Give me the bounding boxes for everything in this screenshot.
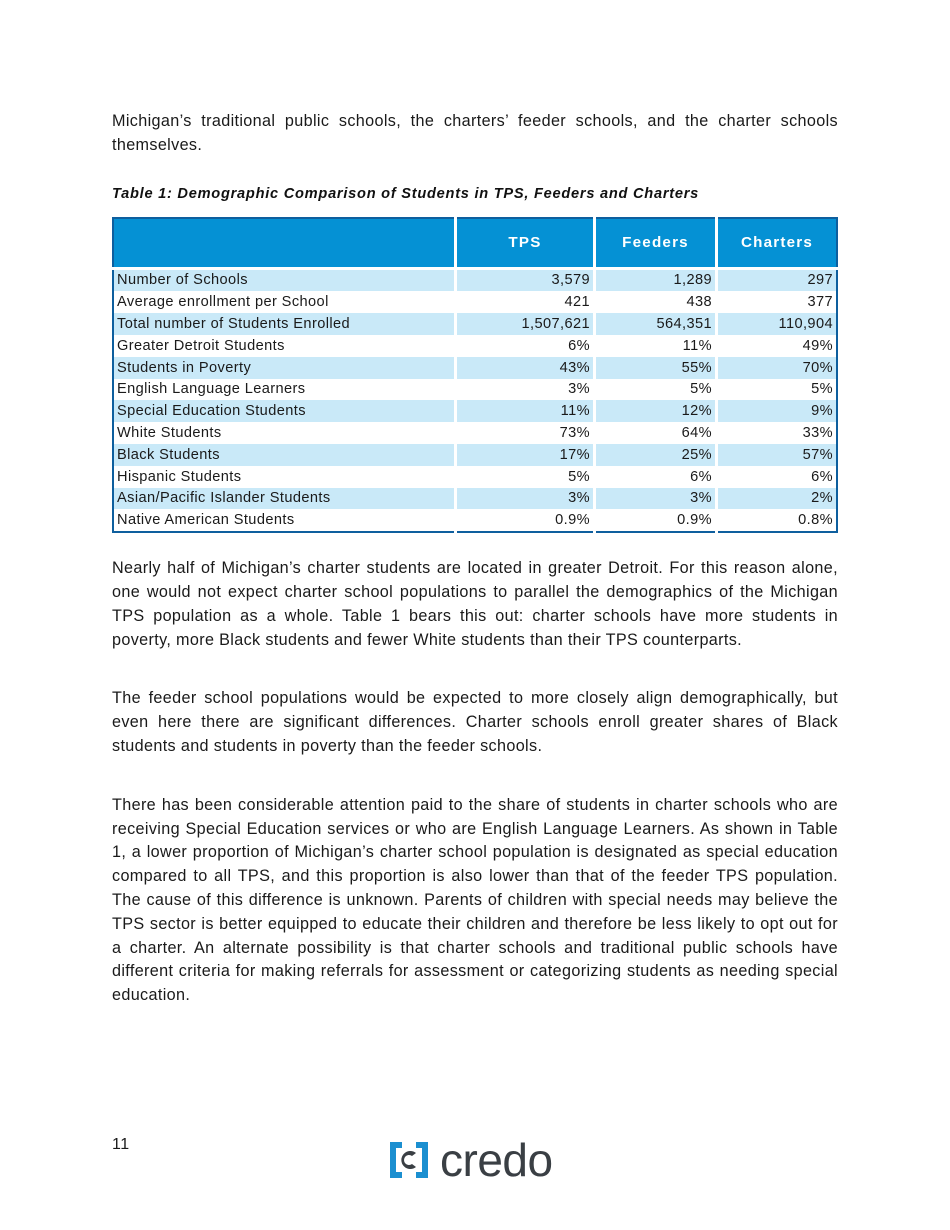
table-row bbox=[113, 422, 837, 444]
cell-feeders: 564,351 bbox=[595, 313, 717, 335]
intro-paragraph: Michigan’s traditional public schools, the charters’ feeder schools, and the charter schools themselves. bbox=[112, 112, 838, 154]
cell-feeders: 55% bbox=[595, 357, 717, 379]
cell-charters: 6% bbox=[717, 466, 838, 488]
cell-feeders: 3% bbox=[595, 488, 717, 510]
cell-tps: 73% bbox=[456, 422, 595, 444]
demographics-table bbox=[112, 217, 838, 534]
paragraph-feeder: The feeder school populations would be expected to more closely align demographically, but even here there are significant differences. Charter schools enroll greater shares of Black students and students in poverty than the feeder schools. bbox=[112, 689, 838, 755]
cell-charters: 57% bbox=[717, 444, 838, 466]
row-label: Number of Schools bbox=[113, 268, 456, 291]
credo-bracket-icon bbox=[386, 1136, 432, 1184]
logo-wordmark: credo bbox=[440, 1134, 553, 1186]
cell-charters: 9% bbox=[717, 400, 838, 422]
header-charters: Charters bbox=[717, 218, 838, 269]
cell-tps: 0.9% bbox=[456, 509, 595, 532]
cell-charters: 33% bbox=[717, 422, 838, 444]
cell-tps: 1,507,621 bbox=[456, 313, 595, 335]
cell-charters: 110,904 bbox=[717, 313, 838, 335]
cell-charters: 297 bbox=[717, 268, 838, 291]
cell-tps: 3% bbox=[456, 379, 595, 401]
spacer bbox=[112, 759, 838, 794]
cell-charters: 0.8% bbox=[717, 509, 838, 532]
cell-feeders: 438 bbox=[595, 291, 717, 313]
cell-feeders: 1,289 bbox=[595, 268, 717, 291]
row-label: White Students bbox=[113, 422, 456, 444]
cell-feeders: 64% bbox=[595, 422, 717, 444]
cell-tps: 3,579 bbox=[456, 268, 595, 291]
row-label: Asian/Pacific Islander Students bbox=[113, 488, 456, 510]
table-row bbox=[113, 379, 837, 401]
header-label bbox=[113, 218, 456, 269]
table-row bbox=[113, 444, 837, 466]
cell-feeders: 6% bbox=[595, 466, 717, 488]
table-caption: Table 1: Demographic Comparison of Students in TPS, Feeders and Charters bbox=[112, 185, 700, 202]
cell-charters: 2% bbox=[717, 488, 838, 510]
table-row bbox=[113, 488, 837, 510]
table-row bbox=[113, 335, 837, 357]
cell-tps: 421 bbox=[456, 291, 595, 313]
row-label: Students in Poverty bbox=[113, 357, 456, 379]
credo-logo bbox=[386, 1136, 553, 1184]
row-label: Special Education Students bbox=[113, 400, 456, 422]
cell-charters: 377 bbox=[717, 291, 838, 313]
header-feeders: Feeders bbox=[595, 218, 717, 269]
table-row bbox=[113, 509, 837, 532]
paragraph-detroit: Nearly half of Michigan’s charter students are located in greater Detroit. For this reason alone, one would not expect charter school populations to parallel the demographics of the Michigan TPS population as a whole. Table 1 bears this out: charter schools have more students in poverty, more Black students and fewer White students than their TPS counterparts. bbox=[112, 559, 838, 649]
cell-tps: 3% bbox=[456, 488, 595, 510]
cell-charters: 5% bbox=[717, 379, 838, 401]
cell-charters: 49% bbox=[717, 335, 838, 357]
cell-feeders: 12% bbox=[595, 400, 717, 422]
paragraph-special-education: There has been considerable attention paid to the share of students in charter schools who are receiving Special Education services or who are English Language Learners. As shown in Table 1, a lower proportion of Michigan’s charter school population is designated as special education compared to all TPS, and this proportion is also lower than that of the feeder TPS population. The cause of this difference is unknown. Parents of children with special needs may believe the TPS sector is better equipped to educate their children and therefore be less likely to opt out for a charter. An alternate possibility is that charter schools and traditional public schools have different criteria for making referrals for assessment or categorizing students as needing special education. bbox=[112, 795, 838, 1005]
table-row bbox=[113, 466, 837, 488]
cell-tps: 43% bbox=[456, 357, 595, 379]
cell-feeders: 5% bbox=[595, 379, 717, 401]
row-label: Average enrollment per School bbox=[113, 291, 456, 313]
row-label: Black Students bbox=[113, 444, 456, 466]
row-label: English Language Learners bbox=[113, 379, 456, 401]
cell-charters: 70% bbox=[717, 357, 838, 379]
row-label: Total number of Students Enrolled bbox=[113, 313, 456, 335]
page-content bbox=[112, 110, 838, 1008]
cell-tps: 5% bbox=[456, 466, 595, 488]
row-label: Native American Students bbox=[113, 509, 456, 532]
cell-tps: 6% bbox=[456, 335, 595, 357]
table-header-row bbox=[113, 218, 837, 269]
table-row bbox=[113, 268, 837, 291]
cell-feeders: 11% bbox=[595, 335, 717, 357]
table-row bbox=[113, 291, 837, 313]
row-label: Greater Detroit Students bbox=[113, 335, 456, 357]
page-number: 11 bbox=[112, 1136, 130, 1153]
cell-tps: 11% bbox=[456, 400, 595, 422]
spacer bbox=[112, 533, 838, 557]
table-row bbox=[113, 357, 837, 379]
cell-feeders: 25% bbox=[595, 444, 717, 466]
spacer bbox=[112, 652, 838, 687]
header-tps: TPS bbox=[456, 218, 595, 269]
table-row bbox=[113, 313, 837, 335]
cell-feeders: 0.9% bbox=[595, 509, 717, 532]
row-label: Hispanic Students bbox=[113, 466, 456, 488]
cell-tps: 17% bbox=[456, 444, 595, 466]
table-row bbox=[113, 400, 837, 422]
